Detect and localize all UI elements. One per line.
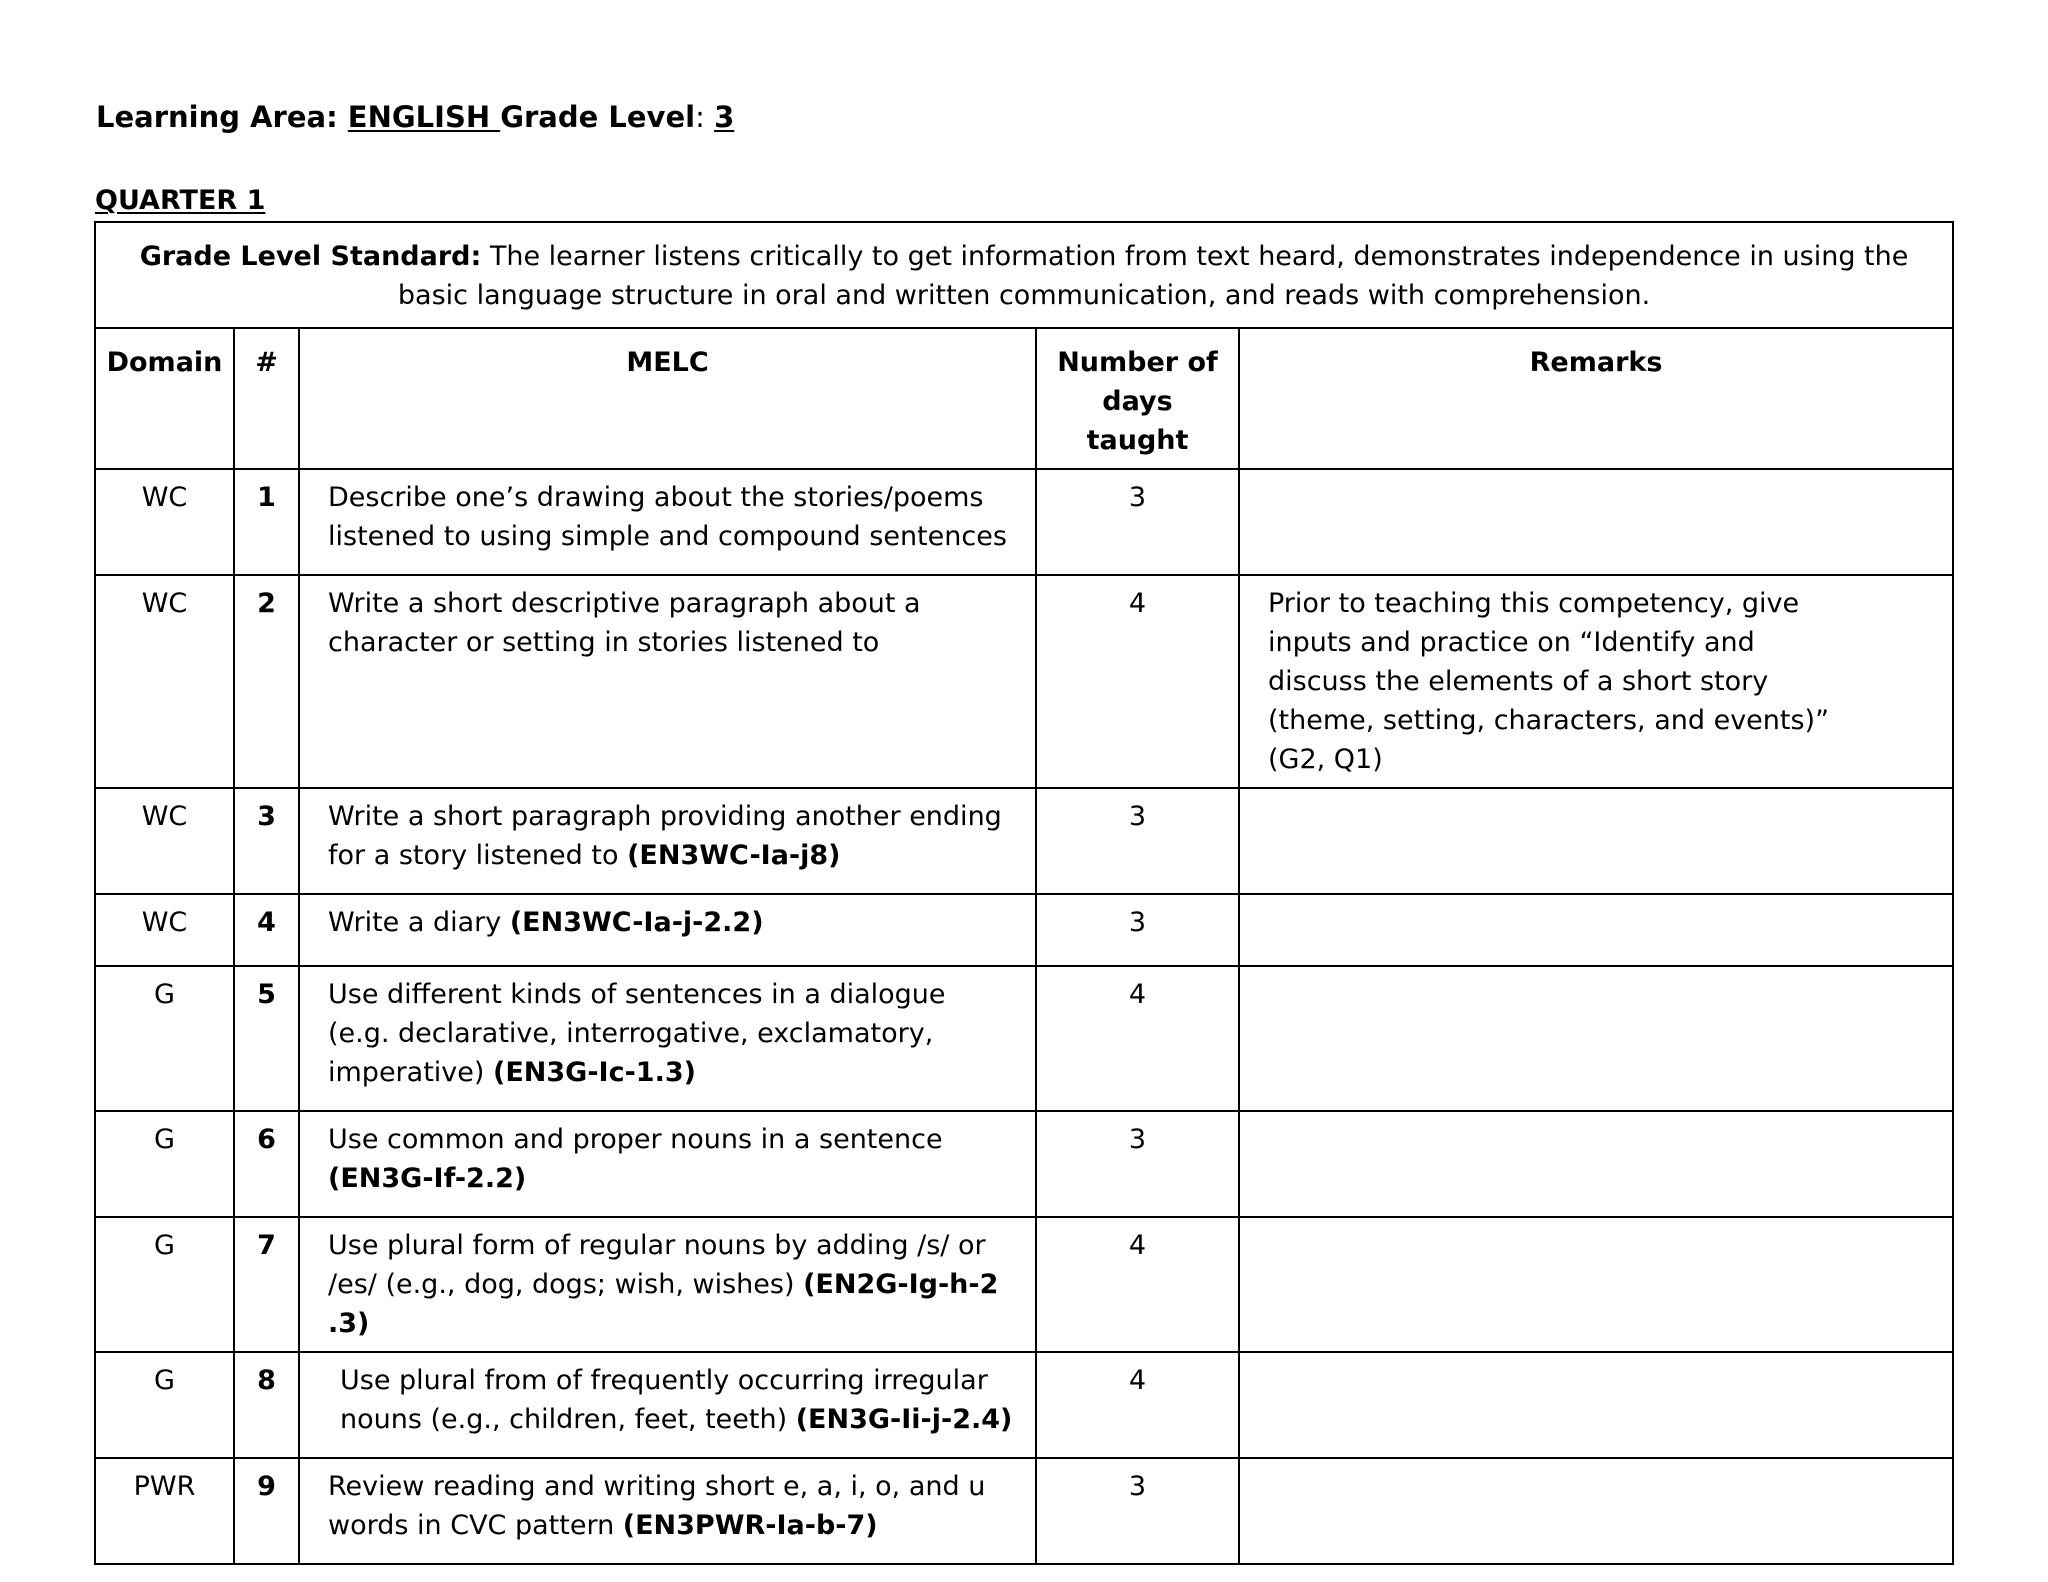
number-cell: 9 xyxy=(234,1458,299,1564)
grade-level-value: 3 xyxy=(714,100,735,134)
grade-level-standard xyxy=(95,222,1953,328)
melc-code: (EN3PWR-Ia-b-7) xyxy=(622,1510,878,1541)
number-cell: 4 xyxy=(234,894,299,966)
melc-text: Write a short paragraph providing another ending for a story listened to xyxy=(328,801,1002,871)
melc-cell xyxy=(299,788,1036,894)
melc-cell xyxy=(299,575,1036,788)
domain-cell: G xyxy=(95,1111,234,1217)
remarks-column-header: Remarks xyxy=(1239,328,1953,469)
remarks-cell xyxy=(1239,966,1953,1111)
number-cell: 1 xyxy=(234,469,299,575)
number-cell: 7 xyxy=(234,1217,299,1352)
table-row xyxy=(95,575,1953,788)
melc-text: Use different kinds of sentences in a dialogue (e.g. declarative, interrogative, exclamatory, imperative) xyxy=(328,979,946,1088)
days-cell: 3 xyxy=(1036,788,1239,894)
table-row xyxy=(95,469,1953,575)
table-row xyxy=(95,1217,1953,1352)
table-row xyxy=(95,966,1953,1111)
melc-cell xyxy=(299,1352,1036,1458)
melc-code: (EN3WC-Ia-j-2.2) xyxy=(509,907,764,938)
melc-text: Describe one’s drawing about the stories/poems listened to using simple and compound sentences xyxy=(328,482,1007,552)
grade-level-label: Grade Level xyxy=(500,100,696,134)
days-cell: 4 xyxy=(1036,1352,1239,1458)
melc-column-header: MELC xyxy=(299,328,1036,469)
melc-text: Write a short descriptive paragraph about a character or setting in stories listened to xyxy=(328,588,921,658)
days-cell: 4 xyxy=(1036,966,1239,1111)
remarks-cell xyxy=(1239,469,1953,575)
domain-cell: WC xyxy=(95,469,234,575)
remarks-cell xyxy=(1239,894,1953,966)
melc-text: Review reading and writing short e, a, i, o, and u words in CVC pattern xyxy=(328,1471,986,1541)
number-cell: 6 xyxy=(234,1111,299,1217)
domain-cell: G xyxy=(95,966,234,1111)
days-cell: 3 xyxy=(1036,1111,1239,1217)
domain-cell: G xyxy=(95,1217,234,1352)
domain-cell: G xyxy=(95,1352,234,1458)
number-cell: 5 xyxy=(234,966,299,1111)
melc-code: (EN3G-If-2.2) xyxy=(328,1163,527,1194)
table-row xyxy=(95,1111,1953,1217)
melc-code: (EN3WC-Ia-j8) xyxy=(627,840,841,871)
number-column-header: # xyxy=(234,328,299,469)
melc-text: Use plural form of regular nouns by adding /s/ or /es/ (e.g., dog, dogs; wish, wishes) xyxy=(328,1230,986,1300)
melc-cell xyxy=(299,1111,1036,1217)
melc-code: (EN3G-Ic-1.3) xyxy=(493,1057,696,1088)
header-row xyxy=(95,328,1953,469)
quarter-title: QUARTER 1 xyxy=(95,185,266,216)
days-column-header: Number of days taught xyxy=(1036,328,1239,469)
melc-table xyxy=(94,221,1954,1565)
learning-area-value: ENGLISH xyxy=(347,100,501,134)
remarks-cell xyxy=(1239,1217,1953,1352)
number-cell: 8 xyxy=(234,1352,299,1458)
table-row xyxy=(95,894,1953,966)
melc-cell xyxy=(299,1217,1036,1352)
melc-text: Use common and proper nouns in a sentence xyxy=(328,1124,943,1155)
days-cell: 4 xyxy=(1036,1217,1239,1352)
learning-area-heading xyxy=(96,100,734,134)
table-row xyxy=(95,788,1953,894)
number-cell: 2 xyxy=(234,575,299,788)
table-row xyxy=(95,1458,1953,1564)
melc-code: (EN2G-Ig-h-2 .3) xyxy=(328,1269,999,1339)
melc-cell xyxy=(299,469,1036,575)
domain-cell: WC xyxy=(95,894,234,966)
days-cell: 3 xyxy=(1036,469,1239,575)
remarks-cell xyxy=(1239,1458,1953,1564)
remarks-cell xyxy=(1239,788,1953,894)
melc-code: (EN3G-Ii-j-2.4) xyxy=(795,1404,1013,1435)
remarks-cell xyxy=(1239,1111,1953,1217)
standard-row xyxy=(95,222,1953,328)
domain-cell: WC xyxy=(95,788,234,894)
learning-area-label: Learning Area: xyxy=(96,100,348,134)
melc-text: Write a diary xyxy=(328,907,510,938)
remarks-cell xyxy=(1239,1352,1953,1458)
domain-cell: PWR xyxy=(95,1458,234,1564)
days-cell: 3 xyxy=(1036,1458,1239,1564)
standard-text: The learner listens critically to get information from text heard, demonstrates independence in using the basic language structure in oral and written communication, and reads with comprehension. xyxy=(397,241,1909,311)
domain-column-header: Domain xyxy=(95,328,234,469)
melc-cell xyxy=(299,966,1036,1111)
melc-cell xyxy=(299,1458,1036,1564)
number-cell: 3 xyxy=(234,788,299,894)
domain-cell: WC xyxy=(95,575,234,788)
standard-label: Grade Level Standard: xyxy=(139,241,482,272)
grade-level-colon: : xyxy=(695,100,715,134)
days-cell: 4 xyxy=(1036,575,1239,788)
melc-text: Use plural from of frequently occurring irregular nouns (e.g., children, feet, teeth) xyxy=(340,1365,988,1435)
table-row xyxy=(95,1352,1953,1458)
melc-cell xyxy=(299,894,1036,966)
remarks-cell: Prior to teaching this competency, give inputs and practice on “Identify and discuss the elements of a short story (theme, setting, characters, and events)” (G2, Q1) xyxy=(1239,575,1953,788)
days-cell: 3 xyxy=(1036,894,1239,966)
